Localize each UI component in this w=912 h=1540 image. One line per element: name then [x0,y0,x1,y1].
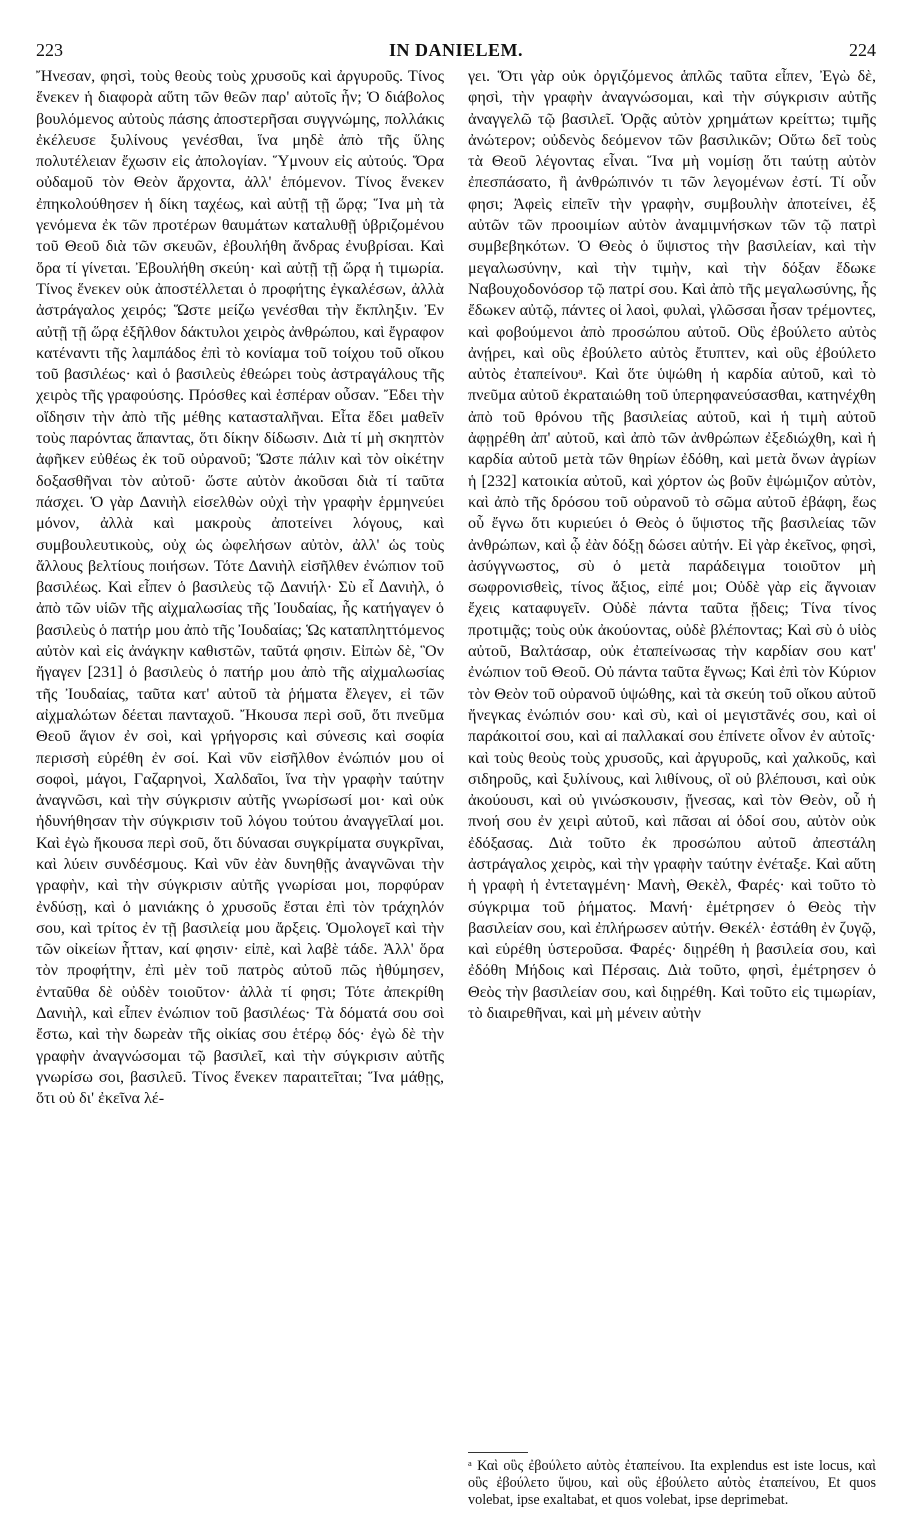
running-title: IN DANIELEM. [388,40,523,60]
right-column [468,66,876,1446]
left-column-text: Ἤνεσαν, φησὶ, τοὺς θεοὺς τοὺς χρυσοῦς καὶ ἀργυροῦς. Τίνος ἕνεκεν ἡ διαφορὰ αὕτη τῶν θεῶν παρ' αὐτοῖς ἦν; Ὁ διάβολος βουλόμενος αὐτοὺς πάσης ἀποστερῆσαι συγγνώμης, πολλάκις ἐκέλευσε ξυλίνους γενέσθαι, ἵνα μηδὲ ἀπὸ τῆς ὕλης πολυτέλειαν ἔχωσιν εἰς ἀπολογίαν. Ὕμνουν εἰς αὐτούς. Ὅρα οὐδαμοῦ τὸν Θεὸν ἄρχοντα, ἀλλ' ἑπόμενον. Τίνος ἕνεκεν ἐπηκολούθησεν ἡ δίκη ταχέως, καὶ αὐτῇ τῇ ὥρᾳ; Ἵνα μὴ τὰ γενόμενα ἐκ τῶν προτέρων θαυμάτων καταλυθῇ ὑβριζομένου τοῦ Θεοῦ διὰ τῶν σκευῶν, ἐβουλήθη ἄνδρας ἐνυβρίσαι. Καὶ ὅρα τί γίνεται. Ἐβουλήθη σκεύη· καὶ αὐτῇ τῇ ὥρᾳ ἡ τιμωρία. Τίνος ἕνεκεν οὐκ ἀποστέλλεται ὁ προφήτης ἐγκαλέσων, ἀλλὰ ἀστράγαλος χειρός; Ὥστε μείζω γενέσθαι τὴν ἔκπληξιν. Ἐν αὐτῇ τῇ ὥρᾳ ἐξῆλθον δάκτυλοι χειρὸς ἀνθρώπου, καὶ ἔγραφον κατέναντι τῆς λαμπάδος ἐπὶ τὸ κονίαμα τοῦ τοίχου τοῦ οἴκου τοῦ βασιλέως· καὶ ὁ βασιλεὺς ἐθεώρει τοὺς ἀστραγάλους τῆς χειρὸς τῆς γραφούσης. Πρόσθες καὶ ἑσπέραν οὖσαν. Ἔδει τὴν οἴδησιν τὴν ἀπὸ τῆς μέθης κατασταλῆναι. Εἶτα ἔδει μαθεῖν τοὺς παρόντας ἅπαντας, ὅτι δίκην δίδωσιν. Διὰ τί μὴ σκηπτὸν ἀφῆκεν εὐθέως ἐκ τοῦ οὐρανοῦ; Ὥστε πάλιν καὶ τὸν οἰκέτην δοξασθῆναι τὸν αὐτοῦ· ὥστε αὐτὸν ἀκοῦσαι διὰ τί ταῦτα πάσχει. Ὁ γὰρ Δανιὴλ εἰσελθὼν οὐχὶ τὴν γραφὴν ἑρμηνεύει μόνον, ἀλλὰ καὶ μακροὺς ἀποτείνει λόγους, καὶ συμβουλευτικοὺς, οὐχ ὡς ὠφελήσων αὐτὸν, ἀλλ' ὡς τοὺς ἄλλους βελτίους ποιήσων. Τότε Δανιὴλ εἰσῆλθεν ἐνώπιον τοῦ βασιλέως. Καὶ εἶπεν ὁ βασιλεὺς τῷ Δανιήλ· Σὺ εἶ Δανιὴλ, ὁ ἀπὸ τῶν υἱῶν τῆς αἰχμαλωσίας τῆς Ἰουδαίας, ἧς κατήγαγεν ὁ βασιλεὺς ὁ πατήρ μου ἀπὸ τῆς Ἰουδαίας; Ὡς καταπληττόμενος αὐτὸν καὶ εἰς ἀνάγκην καθιστῶν, ταῦτά φησιν. Εἰπὼν δὲ, Ὃν ἤγαγεν [231] ὁ βασιλεὺς ὁ πατήρ μου ἀπὸ τῆς αἰχμαλωσίας τῆς Ἰουδαίας, ταῦτα κατ' αὐτοῦ τὰ ῥήματα ἔλεγεν, εἰ τῶν αἰχμαλώτων δέεται πανταχοῦ. Ἤκουσα περὶ σοῦ, ὅτι πνεῦμα Θεοῦ ἅγιον ἐν σοὶ, καὶ γρήγορσις καὶ σύνεσις καὶ σοφία περισσὴ εὑρέθη ἐν σοί. Καὶ νῦν εἰσῆλθον ἐνώπιόν μου οἱ σοφοὶ, μάγοι, Γαζαρηνοὶ, Χαλδαῖοι, ἵνα τὴν γραφὴν ταύτην ἀναγνῶσι, καὶ τὴν σύγκρισιν αὐτῆς γνωρίσωσί μοι· καὶ οὐκ ἠδυνήθησαν τὴν σύγκρισιν τοῦ λόγου τούτου ἀναγγεῖλαί μοι. Καὶ ἐγὼ ἤκουσα περὶ σοῦ, ὅτι δύνασαι συγκρίματα συγκρῖναι, καὶ λύειν συνδέσμους. Καὶ νῦν ἐὰν δυνηθῇς ἀναγνῶναι τὴν γραφὴν, καὶ τὴν σύγκρισιν αὐτῆς γνωρίσαι μοι, πορφύραν ἐνδύσῃ, καὶ ὁ μανιάκης ὁ χρυσοῦς ἔσται ἐπὶ τὸν τράχηλόν σου, καὶ τρίτος ἐν τῇ βασιλείᾳ μου ἄρξεις. Ὁμολογεῖ καὶ τὴν τῶν οἰκείων ἧτταν, καί φησιν· εἰπὲ, καὶ λαβὲ τάδε. Ἀλλ' ὅρα τὸν προφήτην, ἐπὶ μὲν τοῦ πατρὸς αὐτοῦ πῶς ἠθύμησεν, ἐνταῦθα δὲ οὐδὲν τοιοῦτον· ἀλλὰ τί φησι; Τότε ἀπεκρίθη Δανιὴλ, καὶ εἶπεν ἐνώπιον τοῦ βασιλέως· Τὰ δόματά σου σοὶ ἔστω, καὶ τὴν δωρεὰν τῆς οἰκίας σου ἑτέρῳ δός· ἐγὼ δὲ τὴν γραφὴν ἀναγνώσομαι τῷ βασιλεῖ, καὶ τὴν σύγκρισιν αὐτῆς γνωρίσω σοι, βασιλεῦ. Τίνος ἕνεκεν παραιτεῖται; Ἵνα μάθῃς, ὅτι οὐ δι' ἐκεῖνα λέ- [36,67,444,1108]
page-header [36,40,876,64]
page-number-left: 223 [36,40,63,60]
right-column-text: γει. Ὅτι γὰρ οὐκ ὀργιζόμενος ἁπλῶς ταῦτα εἶπεν, Ἐγὼ δὲ, φησὶ, τὴν γραφὴν ἀναγνώσομαι, καὶ τὴν σύγκρισιν αὐτῆς ἀναγγελῶ τῷ βασιλεῖ. Ὁρᾷς αὐτὸν χρημάτων κρείττω; τιμῆς ἀνώτερον; οὐδενὸς δεόμενον τῶν βασιλικῶν; Οὕτω δεῖ τοὺς τὰ Θεοῦ λέγοντας εἶναι. Ἵνα μὴ νομίσῃ ὅτι ταύτῃ αὐτὸν ἐπεσπάσατο, ἢ ἀνθρώπινόν τι τῶν λεγομένων ἐστί. Τί οὖν φησι; Ἀφεὶς εἰπεῖν τὴν γραφὴν, συμβουλὴν ἀποτείνει, ἐξ αὐτῶν τῶν προοιμίων αὐτὸν ἀναμιμνήσκων τῶν τῷ πατρὶ συμβεβηκότων. Ὁ Θεὸς ὁ ὕψιστος τὴν βασιλείαν, καὶ τὴν μεγαλωσύνην, καὶ τὴν τιμὴν, καὶ τὴν δόξαν ἔδωκε Ναβουχοδονόσορ τῷ πατρί σου. Καὶ ἀπὸ τῆς μεγαλωσύνης, ἧς ἔδωκεν αὐτῷ, πάντες οἱ λαοὶ, φυλαὶ, γλῶσσαι ἦσαν τρέμοντες, καὶ φοβούμενοι ἀπὸ προσώπου αὐτοῦ. Οὓς ἐβούλετο αὐτὸς ἀνῄρει, καὶ οὓς ἐβούλετο αὐτὸς ἔτυπτεν, καὶ οὓς ἐβούλετο αὐτὸς ἐταπείνουᵃ. Καὶ ὅτε ὑψώθη ἡ καρδία αὐτοῦ, καὶ τὸ πνεῦμα αὐτοῦ ἐκραταιώθη τοῦ ὑπερηφανεύσασθαι, κατηνέχθη ἀπὸ τοῦ θρόνου τῆς βασιλείας αὐτοῦ, καὶ ἡ τιμὴ αὐτοῦ ἀφῃρέθη ἀπ' αὐτοῦ, καὶ ἀπὸ τῶν ἀνθρώπων ἐξεδιώχθη, καὶ ἡ καρδία αὐτοῦ μετὰ τῶν θηρίων ἐδόθη, καὶ μετὰ ὄνων ἀγρίων ἡ [232] κατοικία αὐτοῦ, καὶ χόρτον ὡς βοῦν ἐψώμιζον αὐτὸν, καὶ ἀπὸ τῆς δρόσου τοῦ οὐρανοῦ τὸ σῶμα αὐτοῦ ἐβάφη, ἕως οὗ ἔγνω ὅτι κυριεύει ὁ Θεὸς ὁ ὕψιστος τῆς βασιλείας τῶν ἀνθρώπων, καὶ ᾧ ἐὰν δόξῃ δώσει αὐτήν. Εἰ γὰρ ἐκεῖνος, φησὶ, ἀσύγγνωστος, σὺ ὁ μετὰ παράδειγμα τοιοῦτον μὴ σωφρονισθεὶς, τίνος ἄξιος, εἰπέ μοι; Οὐδὲ γὰρ εἰς ἄγνοιαν ἔχεις καταφυγεῖν. Οὐδὲ πάντα ταῦτα ᾔδεις; Τίνα τίνος προτιμᾷς; τοὺς οὐκ ἀκούοντας, οὐδὲ βλέποντας; Καὶ σὺ ὁ υἱὸς αὐτοῦ, Βαλτάσαρ, οὐκ ἐταπείνωσας τὴν καρδίαν σου κατ' ἐνώπιον τοῦ Θεοῦ. Οὐ πάντα ταῦτα ἔγνως; Καὶ ἐπὶ τὸν Κύριον τὸν Θεὸν τοῦ οὐρανοῦ ὑψώθης, καὶ τὰ σκεύη τοῦ οἴκου αὐτοῦ ἤνεγκας ἐνώπιόν σου· καὶ σὺ, καὶ οἱ μεγιστᾶνές σου, καὶ οἱ παράκοιτοί σου, καὶ αἱ παλλακαί σου ἐπίνετε οἶνον ἐν αὐτοῖς· καὶ τοὺς θεοὺς τοὺς χρυσοῦς, καὶ ἀργυροῦς, καὶ χαλκοῦς, καὶ σιδηροῦς, καὶ ξυλίνους, καὶ λιθίνους, οἳ οὐ βλέπουσι, καὶ οὐκ ἀκούουσι, καὶ οὐ γινώσκουσιν, ᾔνεσας, καὶ τὸν Θεὸν, οὗ ἡ πνοή σου ἐν χειρὶ αὐτοῦ, καὶ πᾶσαι αἱ ὁδοί σου, αὐτὸν οὐκ ἐδόξασας. Διὰ τοῦτο ἐκ προσώπου αὐτοῦ ἀπεστάλη ἀστράγαλος χειρὸς, καὶ τὴν γραφὴν ταύτην ἐνέταξε. Καὶ αὕτη ἡ γραφὴ ἡ ἐντεταγμένη· Μανὴ, Θεκὲλ, Φαρές· καὶ τοῦτο τὸ σύγκριμα τοῦ ῥήματος. Μανή· ἐμέτρησεν ὁ Θεὸς τὴν βασιλείαν σου, καὶ ἐπλήρωσεν αὐτήν. Θεκέλ· ἐστάθη ἐν ζυγῷ, καὶ εὑρέθη ὑστεροῦσα. Φαρές· διῃρέθη ἡ βασιλεία σου, καὶ ἐδόθη Μήδοις καὶ Πέρσαις. Διὰ τοῦτο, φησὶ, ἐμέτρησεν ὁ Θεὸς τὴν βασιλείαν σου, καὶ διῃρέθη. Καὶ τοῦτο εἰς τιμωρίαν, τὸ διαιρεθῆναι, καὶ μὴ μένειν αὐτὴν [468,67,876,1023]
page-number-right: 224 [849,40,876,60]
footnote: ᵃ Καὶ οὓς ἐβούλετο αὐτὸς ἐταπείνου. Ita explendus est iste locus, καὶ οὓς ἐβούλετο ὕψου, καὶ οὓς ἐβούλετο αὐτὸς ἐταπείνου, Et quos volebat, ipse exaltabat, et quos volebat, ipse deprimebat. [468,1458,876,1508]
footnote-divider [468,1452,528,1453]
left-column [36,66,444,1446]
